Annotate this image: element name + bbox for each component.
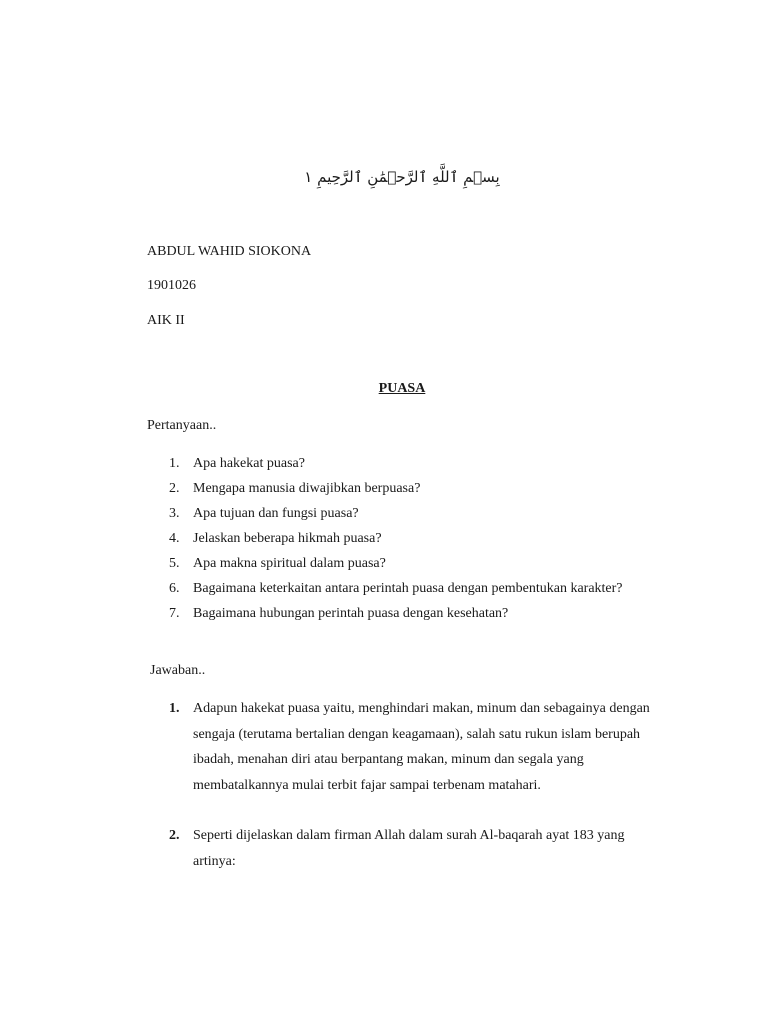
answers-label: Jawaban.. bbox=[150, 663, 206, 678]
question-item bbox=[147, 501, 667, 526]
question-number: 2. bbox=[169, 481, 180, 496]
answer-text: Seperti dijelaskan dalam firman Allah dalam surah Al-baqarah ayat 183 yang artinya: bbox=[193, 828, 625, 869]
questions-list bbox=[147, 451, 667, 626]
student-id: 1901026 bbox=[147, 278, 196, 293]
question-item bbox=[147, 601, 667, 626]
question-item bbox=[147, 476, 667, 501]
question-number: 1. bbox=[169, 456, 180, 471]
question-number: 7. bbox=[169, 606, 180, 621]
question-text: Bagaimana hubungan perintah puasa dengan kesehatan? bbox=[193, 606, 509, 621]
question-text: Apa makna spiritual dalam puasa? bbox=[193, 556, 386, 571]
question-number: 5. bbox=[169, 556, 180, 571]
question-item bbox=[147, 451, 667, 476]
document-title: PUASA bbox=[378, 381, 426, 396]
question-text: Apa hakekat puasa? bbox=[193, 456, 305, 471]
answer-number: 1. bbox=[169, 701, 180, 716]
question-number: 6. bbox=[169, 581, 180, 596]
answer-item bbox=[147, 823, 667, 874]
question-item bbox=[147, 551, 667, 576]
answer-text: Adapun hakekat puasa yaitu, menghindari makan, minum dan sebagainya dengan sengaja (terutama bertalian dengan keagamaan), salah satu rukun islam berupah ibadah, menahan diri atau berpantang makan, minum dan segala yang membatalkannya mulai terbit fajar sampai terbenam matahari. bbox=[193, 701, 650, 793]
question-text: Mengapa manusia diwajibkan berpuasa? bbox=[193, 481, 421, 496]
course-name: AIK II bbox=[147, 313, 185, 328]
author-name: ABDUL WAHID SIOKONA bbox=[147, 244, 312, 259]
question-text: Jelaskan beberapa hikmah puasa? bbox=[193, 531, 382, 546]
answer-item bbox=[147, 696, 667, 798]
question-item bbox=[147, 576, 667, 601]
questions-label: Pertanyaan.. bbox=[147, 418, 217, 433]
answer-number: 2. bbox=[169, 828, 180, 843]
question-number: 4. bbox=[169, 531, 180, 546]
basmalah-heading: بِسۡمِ ٱللَّهِ ٱلرَّحۡمَٰنِ ٱلرَّحِيمِ ١ bbox=[304, 168, 500, 186]
question-item bbox=[147, 526, 667, 551]
question-number: 3. bbox=[169, 506, 180, 521]
question-text: Bagaimana keterkaitan antara perintah puasa dengan pembentukan karakter? bbox=[193, 581, 623, 596]
question-text: Apa tujuan dan fungsi puasa? bbox=[193, 506, 359, 521]
